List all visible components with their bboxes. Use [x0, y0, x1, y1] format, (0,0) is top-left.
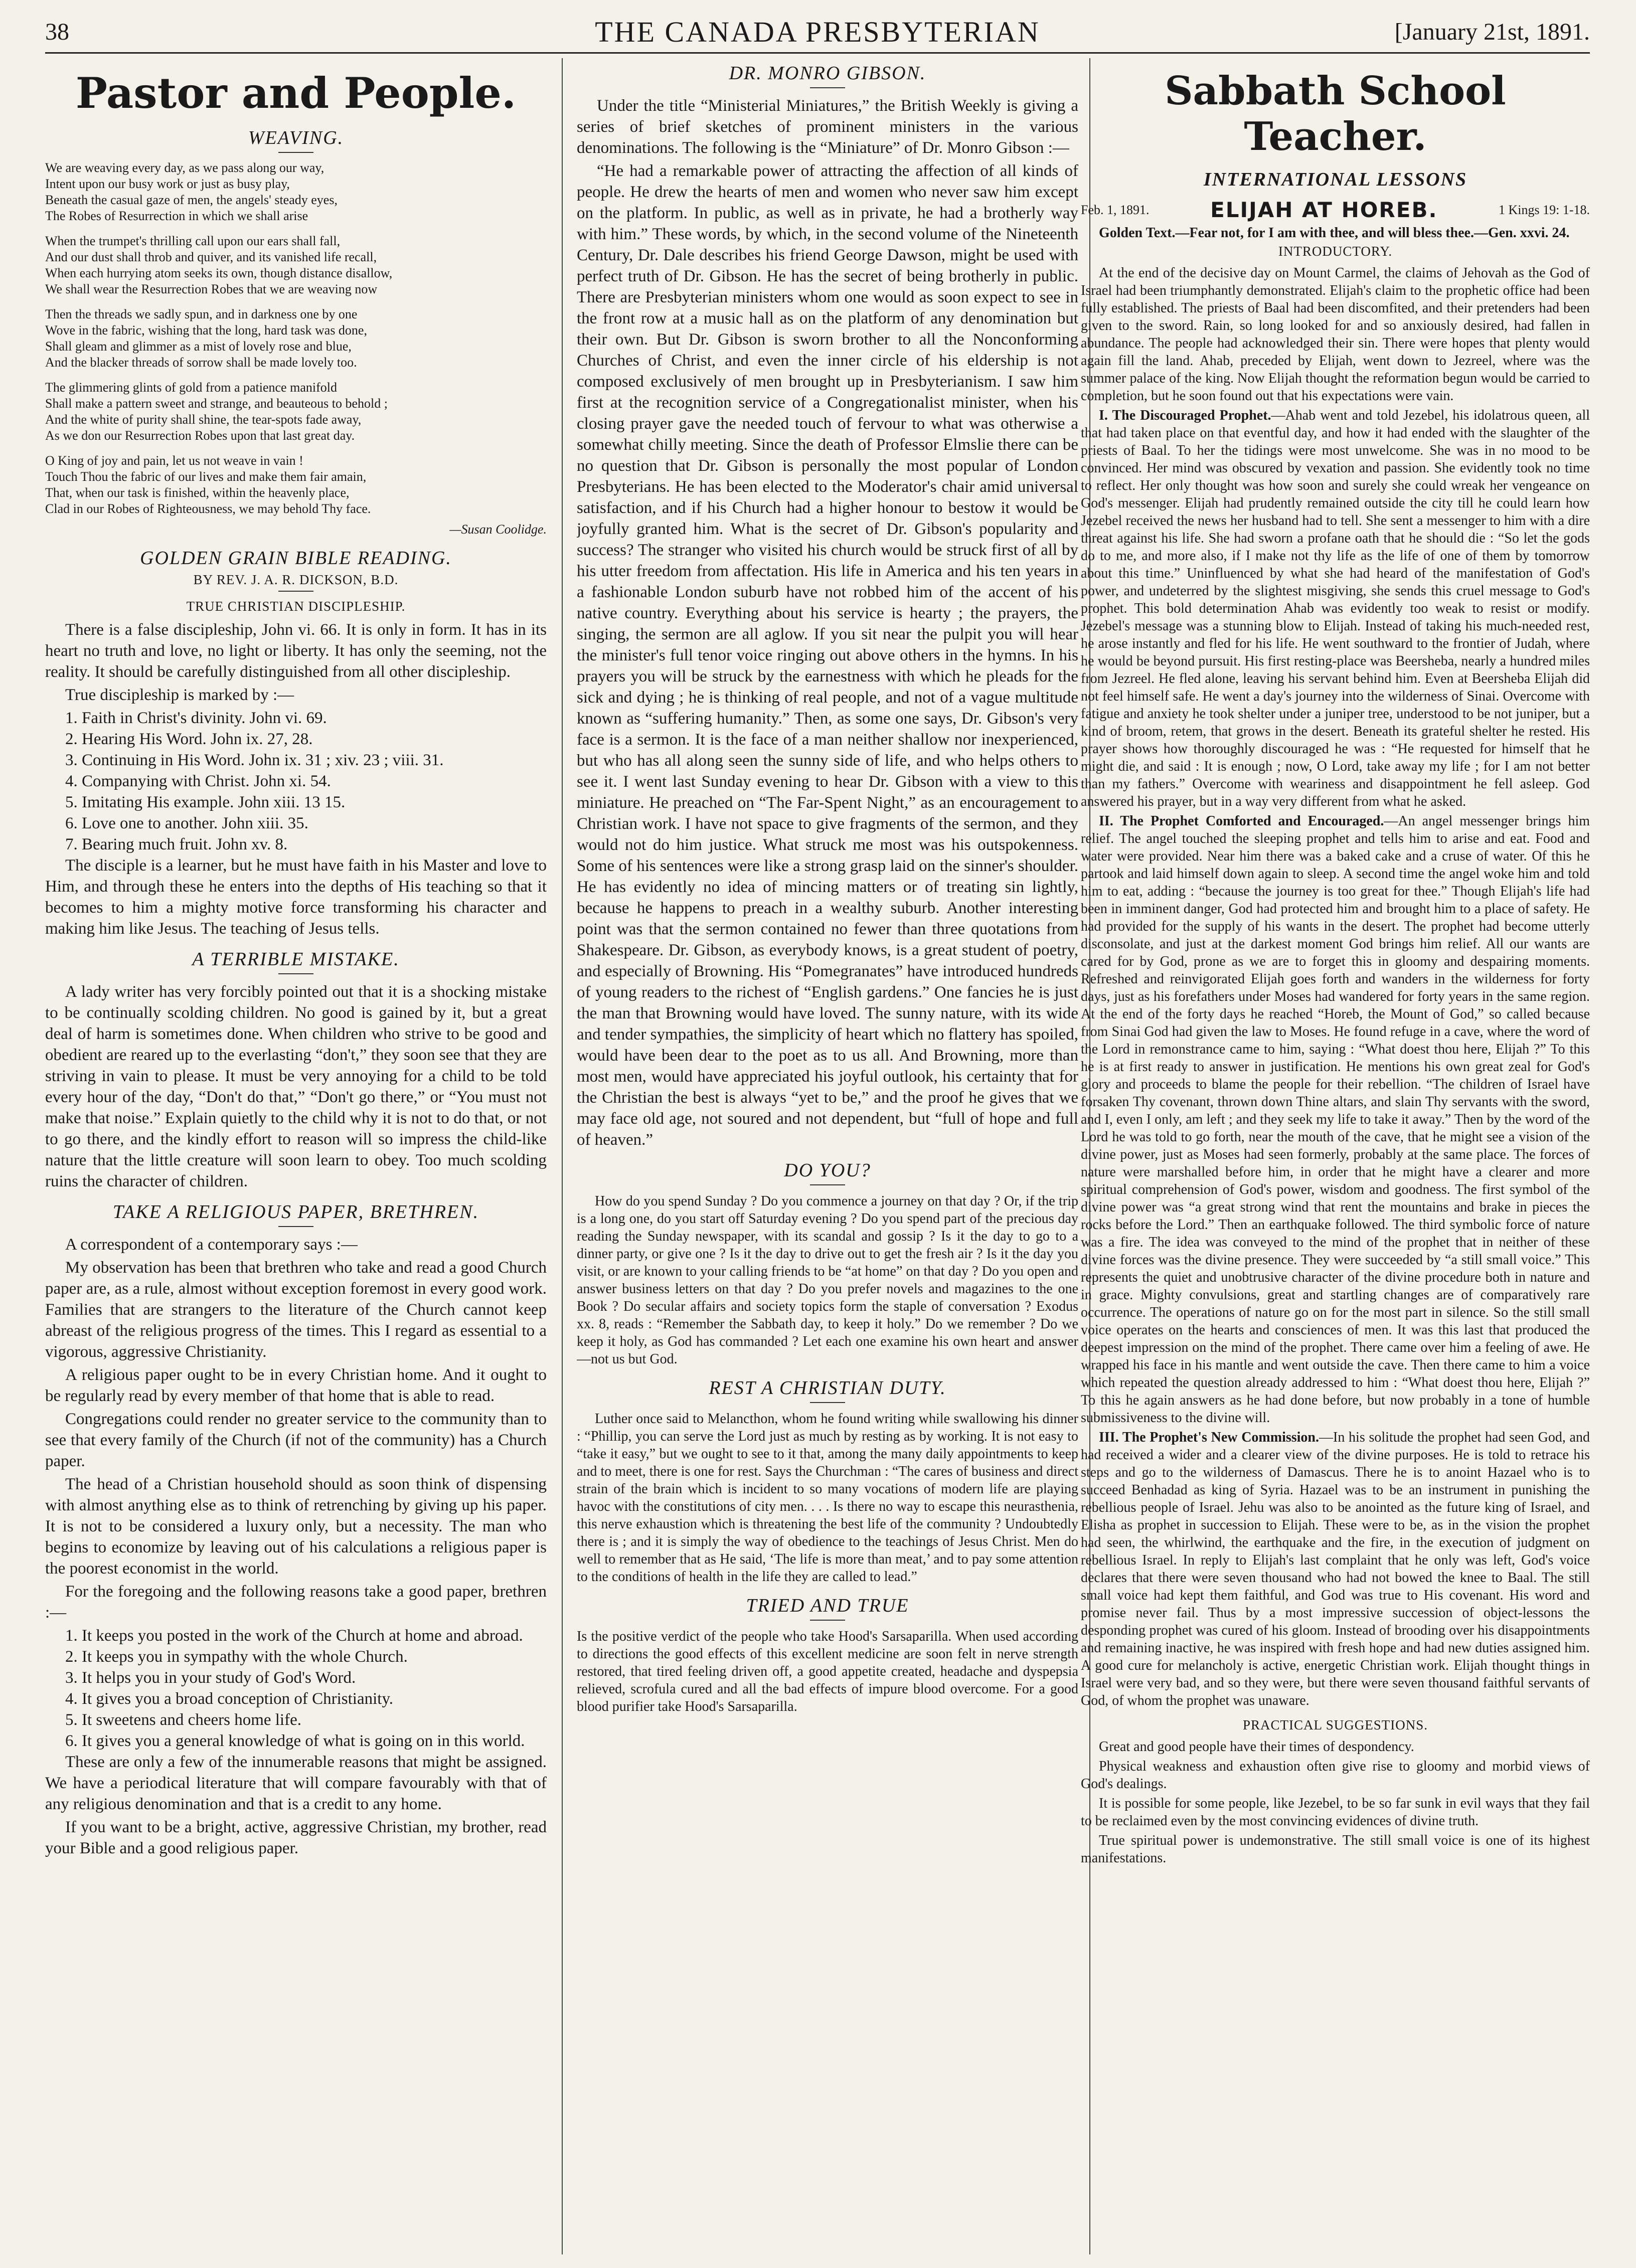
title-rule: [810, 1402, 845, 1403]
poem-line: The Robes of Resurrection in which we shall arise: [45, 209, 308, 223]
section-subtitle: INTERNATIONAL LESSONS: [1203, 169, 1467, 190]
poem-line: Shall gleam and glimmer as a mist of lovely rose and blue,: [45, 339, 352, 354]
page-header: [45, 15, 1590, 55]
poem-line: As we don our Resurrection Robes upon that last great day.: [45, 428, 355, 443]
title-rule: [810, 87, 845, 88]
paragraph: It is possible for some people, like Jezebel, to be so far sunk in evil ways that they fail to be reclaimed even by the most convincing evidences of divine truth.: [1081, 1796, 1590, 1829]
paragraph: How do you spend Sunday ? Do you commence a journey on that day ? Or, if the trip is a long one, do you start off Saturday evening ? Do you spend part of the precious day reading the Sunday newspaper, with its scandal and gossip ? Is it the day to go to a dinner party, or give one ? Is it the day to drive out to get the fresh air ? Is it the day you visit, or are known to your calling friends to be “at home” on that day ? Do you open and answer business letters on that day ? Do you prefer novels and magazines to the one Book ? Do secular affairs and society topics form the staple of conversation ? Exodus xx. 8, reads : “Remember the Sabbath day, to keep it holy.” Do we remember ? Do we keep it holy, as God has commanded ? Let each one examine his own heart and answer—not us but God.: [577, 1193, 1078, 1367]
column-divider: [562, 58, 563, 2254]
paragraph: Great and good people have their times of despondency.: [1099, 1739, 1414, 1755]
poem-line: And the blacker threads of sorrow shall be made lovely too.: [45, 355, 357, 370]
header-rule: [45, 52, 1590, 54]
poem-attribution: —Susan Coolidge.: [449, 522, 547, 537]
paragraph: The head of a Christian household should as soon think of dispensing with almost anything else as to think of retrenching by giving up his paper. It is not to be considered a luxury only, but a necessity. The man who begins to economize by leaving out of his calculations a religious paper is the poorest economist in the world.: [45, 1475, 547, 1578]
poem-line: Shall make a pattern sweet and strange, and beauteous to behold ;: [45, 396, 388, 411]
paragraph: “He had a remarkable power of attracting the affection of all kinds of people. He drew the hearts of men and women who never saw him except on the platform. In public, as well as in private, he had a brotherly way with him.” These words, by which, in the second volume of the Nineteenth Century, Dr. Dale describes his friend George Dawson, might be used with perfect truth of Dr. Gibson. He has the secret of being brotherly in public. There are Presbyterian ministers whom one would as soon expect to see in the front row at a music hall as on the platform of any denomination but their own. But Dr. Gibson is sworn brother to all the Nonconforming Churches of Christ, and even the inner circle of his eldership is not composed exclusively of men brought up in Presbyterianism. I saw him first at the recognition service of a Congregationalist minister, when his closing prayer gave the needed touch of fervour to what was otherwise a somewhat chilly meeting. Since the death of Professor Elmslie there can be no question that Dr. Gibson is personally the most popular of London Presbyterians. He has been elected to the Moderator's chair amid universal satisfaction, and if his Church had a higher honour to bestow it would be joyfully granted him. What is the secret of Dr. Gibson's popularity and success? The stranger who visited his church would be struck first of all by his utter freedom from affectation. His life in America and his ten years in a fashionable London suburb have not robbed him of the accent of his native country. Everything about his service is hearty ; the prayers, the singing, the sermon are all aglow. If you sit near the pulpit you will hear the minister's full tenor voice ringing out above others in the hymns. In his prayers you will be struck by the earnestness with which he pleads for the sick and dying ; he is thinking of real people, and not of a vague multitude known as “suffering humanity.” Then, as some one says, Dr. Gibson's very face is a sermon. It is the face of a man neither shallow nor inexperienced, but who has all along seen the sunny side of life, and who helps others to see it. I went last Sunday evening to hear Dr. Gibson with a view to this miniature. He preached on “The Far-Spent Night,” as an encouragement to Christian work. I have not space to give fragments of the sermon, and they would not do him justice. What struck me most was his outspokenness. Some of his sentences were like a strong grasp laid on the sinner's shoulder. He has evidently no idea of mincing matters or of treating sin lightly, because he happens to preach in a wealthy suburb. Another interesting point was that the sermon contained no fewer than three quotations from Shakespeare. Dr. Gibson, as everybody knows, is a great student of poetry, and especially of Browning. His “Pomegranates” have introduced hundreds of young readers to the richest of “English gardens.” One fancies he is just the man that Browning would have loved. The sunny nature, with its wide and tender sympathies, the simplicity of heart which no flattery has spoiled, would have been dear to the poet as to us all. And Browning, more than most men, would have appreciated his joyful outlook, his certainty that for the Christian the best is always “yet to be,” and the proof he gives that we may face old age, not soured and not dependent, but “full of hope and full of heaven.”: [577, 162, 1078, 1149]
list-item: 4. Companying with Christ. John xi. 54.: [65, 772, 331, 790]
list-item: 2. Hearing His Word. John ix. 27, 28.: [65, 730, 313, 748]
title-rule: [278, 1226, 313, 1227]
poem-line: Then the threads we sadly spun, and in darkness one by one: [45, 307, 358, 321]
poem-stanza: [45, 380, 547, 444]
article-title: WEAVING.: [248, 127, 344, 148]
poem-line: We are weaving every day, as we pass along our way,: [45, 160, 324, 175]
paragraph: If you want to be a bright, active, aggressive Christian, my brother, read your Bible and a good religious paper.: [45, 1818, 547, 1857]
lesson-reference: 1 Kings 19: 1-18.: [1498, 202, 1590, 217]
paragraph: There is a false discipleship, John vi. 66. It is only in form. It has in its heart no truth and love, no light or liberty. It has only the seeming, not the reality. It should be carefully distinguished from all other discipleship.: [45, 621, 547, 681]
poem-stanza: [45, 453, 547, 517]
list-item: 5. It sweetens and cheers home life.: [65, 1711, 301, 1729]
poem-line: Touch Thou the fabric of our lives and make them fair amain,: [45, 469, 367, 484]
paragraph: Luther once said to Melancthon, whom he found writing while swallowing his dinner : “Phillip, you can serve the Lord just as much by resting as by working. It is not easy to “take it easy,” but we ought to see to it that, among the many daily appointments to keep and to meet, there is one for rest. Says the Churchman : “The cares of business and direct strain of the brain which is incident to so many vocations of modern life are playing havoc with the constitutions of city men. . . . Is there no way to escape this neurasthenia, this nerve exhaustion which is threatening the best life of the community ? Undoubtedly there is ; and it is simply the way of obedience to the teachings of Jesus Christ. Men do well to remember that as He said, ‘The life is more than meat,’ and to pay some attention to the conditions of health in the life they are called to lead.”: [577, 1411, 1078, 1585]
list-item: 1. Faith in Christ's divinity. John vi. 69.: [65, 709, 327, 727]
poem-line: That, when our task is finished, within the heavenly place,: [45, 485, 350, 500]
page-number: 38: [45, 19, 69, 45]
title-rule: [278, 152, 313, 153]
list-item: 3. Continuing in His Word. John ix. 31 ; xiv. 23 ; viii. 31.: [65, 751, 444, 769]
poem: [45, 160, 547, 517]
paragraph: At the end of the decisive day on Mount Carmel, the claims of Jehovah as the God of Israel had been triumphantly demonstrated. Elijah's claim to the prophetic office had been fully established. The priests of Baal had been discomfited, and their pretenders had been given to the sword. Rain, so long looked for and so anxiously desired, had fallen in abundance. The people had acknowledged their sin. There were hopes that plenty would again fill the land. Ahab, preceded by Elijah, went down to Jezreel, where was the summer palace of the king. Now Elijah thought the reformation begun would be carried to completion, but he soon found out that his expectations were vain.: [1081, 265, 1590, 404]
paragraph: True spiritual power is undemonstrative. The still small voice is one of its highest manifestations.: [1081, 1833, 1590, 1866]
section-masthead: Sabbath School Teacher.: [1165, 68, 1506, 159]
practical-list: [1081, 1738, 1590, 1867]
issue-date: [January 21st, 1891.: [1394, 19, 1590, 45]
paragraph: A religious paper ought to be in every Christian home. And it ought to be regularly read by every member of that home that is able to read.: [45, 1366, 547, 1405]
scripture-list: [45, 708, 547, 855]
article-title: DR. MONRO GIBSON.: [729, 63, 926, 84]
lesson-point-text: —An angel messenger brings him relief. The angel touched the sleeping prophet and tells him to arise and eat. Food and water were provided. Near him there was a baked cake and a cruse of water. Of this he partook and laid himself down again to sleep. A second time the angel woke him and told him to eat, adding : “because the journey is too great for thee.” Though Elijah's life had been in imminent danger, God had protected him and brought him to a place of safety. He had provided for the supply of his wants in the desert. The prophet had become utterly disconsolate, and just at the darkest moment God brings him relief. All our wants are cared for by God, prone as we are to forget this in gloomy and despairing moments. Refreshed and reinvigorated Elijah goes forth and wanders in the wilderness for forty days, just as his forefathers under Moses had wandered for forty years in the same region. At the end of the forty days he reached “Horeb, the Mount of God,” so called because from Sinai God had given the law to Moses. He found refuge in a cave, where the word of the Lord in remonstrance came to him, saying : “What doest thou here, Elijah ?” To this he is at first ready to answer in justification. He mentions his own great zeal for God's glory and proceeds to blame the people for their rebellion. “The children of Israel have forsaken Thy covenant, thrown down Thine altars, and slain Thy servants with the sword, and I, even I only, am left ; and they seek my life to take it away.” Then by the word of the Lord he was told to go forth, near the mouth of the cave, that he might see a vision of the divine power, just as Moses had seen formerly, probably at the same place. The forces of nature were marshalled before him, in order that he might have a clearer and more spiritual comprehension of God's power, wisdom and goodness. The first symbol of the divine power was “a great strong wind that rent the mountains and brake in pieces the rocks before the Lord.” Then an earthquake followed. The third symbolic force of nature was a fire. The idea was conveyed to the mind of the prophet that in neither of these divine forces was the divine presence. They were succeeded by “a still small voice.” This represents the quiet and unobtrusive character of the divine procedure both in nature and in grace. Mighty convulsions, great and startling changes are of comparatively rare occurrence. The operations of nature go on for the most part in silence. So the still small voice operates on the hearts and consciences of men. It was this last that produced the deepest impression on the mind of the prophet. There came over him a feeling of awe. He wrapped his face in his mantle and went outside the cave. Then there came to him a voice which repeated the question already addressed to him : “What doest thou here, Elijah ?” To this he again answers as he had done before, but now probably in a tone of humble submissiveness to the divine will.: [1081, 813, 1590, 1426]
section-masthead: Pastor and People.: [75, 68, 517, 118]
list-item: 2. It keeps you in sympathy with the whole Church.: [65, 1648, 408, 1666]
title-rule: [278, 973, 313, 974]
paragraph: Congregations could render no greater service to the community than to see that every family of the Church (if not of the community) has a Church paper.: [45, 1410, 547, 1470]
article-title: TRIED AND TRUE: [746, 1595, 909, 1616]
paragraph: [1081, 812, 1590, 1427]
poem-line: Intent upon our busy work or just as busy play,: [45, 177, 290, 191]
paragraph: My observation has been that brethren who take and read a good Church paper are, as a rule, almost without exception foremost in every good work. Families that are strangers to the literature of the Church cannot keep abreast of the religious progress of the times. This I regard as essential to a vigorous, aggressive Christianity.: [45, 1259, 547, 1361]
lesson-point-text: —In his solitude the prophet had seen God, and had received a wider and a clearer view of the divine purposes. He is told to retrace his steps and go to the wilderness of Damascus. There he is to anoint Hazael who is to succeed Benhadad as king of Syria. Hazael was to be an instrument in punishing the rebellious people of Israel. Jehu was also to be anointed as the future king of Israel, and Elisha as prophet in succession to Elijah. These were to be, as in the vision the prophet had seen, the whirlwind, the earthquake and the fire, in the execution of judgment on rebellious Israel. In reply to Elijah's last complaint that he only was left, God's voice declares that there were seven thousand who had not bowed the knee to Baal. The still small voice had kept them faithful, and God was true to His covenant. His word and promise never fail. Thus by a most impressive succession of object-lessons the desponding prophet was cured of his gloom. Instead of brooding over his disappointments and remaining inactive, he was inspired with fresh hope and had new duties assigned him. A good cure for melancholy is active, energetic Christian work. Elijah thought things in Israel were very bad, and so they were, but there were seven thousand faithful servants of God, of whom the prophet was unaware.: [1081, 1430, 1590, 1708]
lesson-point-heading: I. The Discouraged Prophet.: [1099, 408, 1271, 423]
paragraph: A lady writer has very forcibly pointed out that it is a shocking mistake to be continually scolding children. No good is gained by it, but a great deal of harm is sometimes done. When children who strive to be good and obedient are reared up to the everlasting “don't,” they soon see that they are striving in vain to please. It must be very annoying for a child to be told every hour of the day, “Don't do that,” “Don't go there,” or “You must not make that noise.” Explain quietly to the child why it is not to do that, or not to go there, and the kindly effort to reason will so impress the child-like nature that the little creature will soon learn to obey. Too much scolding ruins the character of children.: [45, 983, 547, 1190]
article-title: TAKE A RELIGIOUS PAPER, BRETHREN.: [112, 1201, 479, 1223]
section-subhead: INTRODUCTORY.: [1278, 244, 1393, 259]
lesson-point-text: —Ahab went and told Jezebel, his idolatrous queen, all that had taken place on that eventful day, and how it had ended with the slaughter of the priests of Baal. To her the tidings were most unwelcome. She was in no mood to be convinced. Her mind was obscured by vexation and passion. She evidently took no time to reflect. Her only thought was how soon and surely she could wreak her vengeance on God's messenger. Elijah had prudently remained outside the city till he could learn how Jezebel received the news her husband had to tell. She sent a messenger to him with a dire threat against his life. She had sworn a profane oath that he should die : “So let the gods do to me, and more also, if I make not thy life as the life of one of them by tomorrow about this time.” Uninfluenced by what she had heard of the manifestation of God's power, and undeterred by the slightest misgiving, she sends this cruel message to God's prophet. This bold determination Ahab was evidently too weak to resist or modify. Jezebel's message was a stunning blow to Elijah. Instead of taking his much-needed rest, he arose instantly and fled for his life. He went southward to the frontier of Judah, where he would be beyond pursuit. His first resting-place was Beersheba, nearly a hundred miles from Jezreel. He fled alone, leaving his servant behind him. Even at Beersheba Elijah did not feel himself safe. He went a day's journey into the wilderness of Sinai. Overcome with fatigue and anxiety he took shelter under a juniper tree, understood to be not juniper, but a kind of broom, retem, that grows in the desert. Beneath its grateful shelter he rested. His prayer shows how thoroughly discouraged he was : “He requested for himself that he might die, and said : It is enough ; now, O Lord, take away my life ; for I am not better than my fathers.” Overcome with weariness and disappointment he fell asleep. God answered his prayer, but in a way very different from what he asked.: [1081, 408, 1590, 809]
column-3: [1081, 58, 1590, 2254]
article-title: A TERRIBLE MISTAKE.: [192, 949, 400, 970]
paragraph: [1081, 1429, 1590, 1709]
title-rule: [810, 1620, 845, 1621]
article-body: [577, 95, 1078, 1150]
paragraph: True discipleship is marked by :—: [65, 686, 294, 704]
paragraph: These are only a few of the innumerable reasons that might be assigned. We have a periodical literature that will compare favourably with that of any religious denomination and that is a credit to any home.: [45, 1753, 547, 1813]
article-body: [45, 1234, 547, 1623]
column-1: [45, 58, 547, 2254]
paragraph: Is the positive verdict of the people who take Hood's Sarsaparilla. When used according to directions the good effects of this excellent medicine are soon felt in nerve strength restored, that tired feeling driven off, a good appetite created, headache and dyspepsia relieved, scrofula cured and all the bad effects of impure blood overcome. For a good blood purifier take Hood's Sarsaparilla.: [577, 1629, 1078, 1714]
paragraph: [1081, 407, 1590, 810]
lesson-date: Feb. 1, 1891.: [1081, 202, 1150, 217]
list-item: 1. It keeps you posted in the work of the Church at home and abroad.: [65, 1627, 523, 1645]
paragraph: A correspondent of a contemporary says :—: [65, 1236, 358, 1254]
article-body: [45, 1752, 547, 1859]
paragraph: The disciple is a learner, but he must have faith in his Master and love to Him, and through these he enters into the depths of His teaching so that it becomes to him a mighty motive force transforming his character and making him like Jesus. The teaching of Jesus tells.: [45, 856, 547, 938]
poem-stanza: [45, 306, 547, 371]
article-subhead: TRUE CHRISTIAN DISCIPLESHIP.: [186, 599, 406, 614]
lesson-point-heading: III. The Prophet's New Commission.: [1099, 1430, 1319, 1445]
lesson-title: ELIJAH AT HOREB.: [1210, 198, 1438, 222]
paragraph: Physical weakness and exhaustion often give rise to gloomy and morbid views of God's dealings.: [1081, 1759, 1590, 1792]
golden-text: Golden Text.—Fear not, for I am with thee, and will bless thee.—Gen. xxvi. 24.: [1099, 225, 1570, 241]
list-item: 4. It gives you a broad conception of Christianity.: [65, 1690, 394, 1708]
poem-line: Wove in the fabric, wishing that the long, hard task was done,: [45, 323, 367, 337]
poem-line: And the white of purity shall shine, the tear-spots fade away,: [45, 412, 362, 427]
list-item: 5. Imitating His example. John xiii. 13 15.: [65, 793, 346, 811]
poem-stanza: [45, 160, 547, 224]
newspaper-title: THE CANADA PRESBYTERIAN: [595, 16, 1040, 48]
poem-line: The glimmering glints of gold from a patience manifold: [45, 380, 337, 395]
section-subhead: PRACTICAL SUGGESTIONS.: [1242, 1717, 1428, 1732]
paragraph: For the foregoing and the following reasons take a good paper, brethren :—: [45, 1583, 547, 1622]
list-item: 7. Bearing much fruit. John xv. 8.: [65, 835, 288, 853]
poem-stanza: [45, 233, 547, 297]
poem-line: When the trumpet's thrilling call upon our ears shall fall,: [45, 234, 341, 248]
paragraph: Under the title “Ministerial Miniatures,” the British Weekly is giving a series of brief sketches of prominent ministers in the various denominations. The following is the “Miniature” of Dr. Monro Gibson :—: [577, 97, 1078, 157]
poem-line: Clad in our Robes of Righteousness, we may behold Thy face.: [45, 501, 371, 516]
article-byline: BY REV. J. A. R. DICKSON, B.D.: [193, 572, 399, 587]
poem-line: Beneath the casual gaze of men, the angels' steady eyes,: [45, 193, 338, 207]
article-title: DO YOU?: [784, 1160, 871, 1181]
title-rule: [810, 1184, 845, 1185]
title-rule: [278, 591, 313, 592]
poem-line: O King of joy and pain, let us not weave in vain !: [45, 453, 303, 468]
poem-line: When each hurrying atom seeks its own, though distance disallow,: [45, 266, 393, 280]
lesson-header: [1081, 198, 1590, 222]
list-item: 3. It helps you in your study of God's Word.: [65, 1669, 356, 1687]
list-item: 6. It gives you a general knowledge of what is going on in this world.: [65, 1732, 525, 1750]
article-title: GOLDEN GRAIN BIBLE READING.: [140, 548, 452, 569]
poem-line: We shall wear the Resurrection Robes that we are weaving now: [45, 282, 378, 296]
poem-line: And our dust shall throb and quiver, and its vanished life recall,: [45, 250, 377, 264]
reasons-list: [45, 1625, 547, 1752]
article-title: REST A CHRISTIAN DUTY.: [709, 1377, 946, 1399]
column-2: [577, 58, 1078, 2254]
lesson-point-heading: II. The Prophet Comforted and Encouraged.: [1099, 813, 1384, 829]
list-item: 6. Love one to another. John xiii. 35.: [65, 814, 308, 832]
